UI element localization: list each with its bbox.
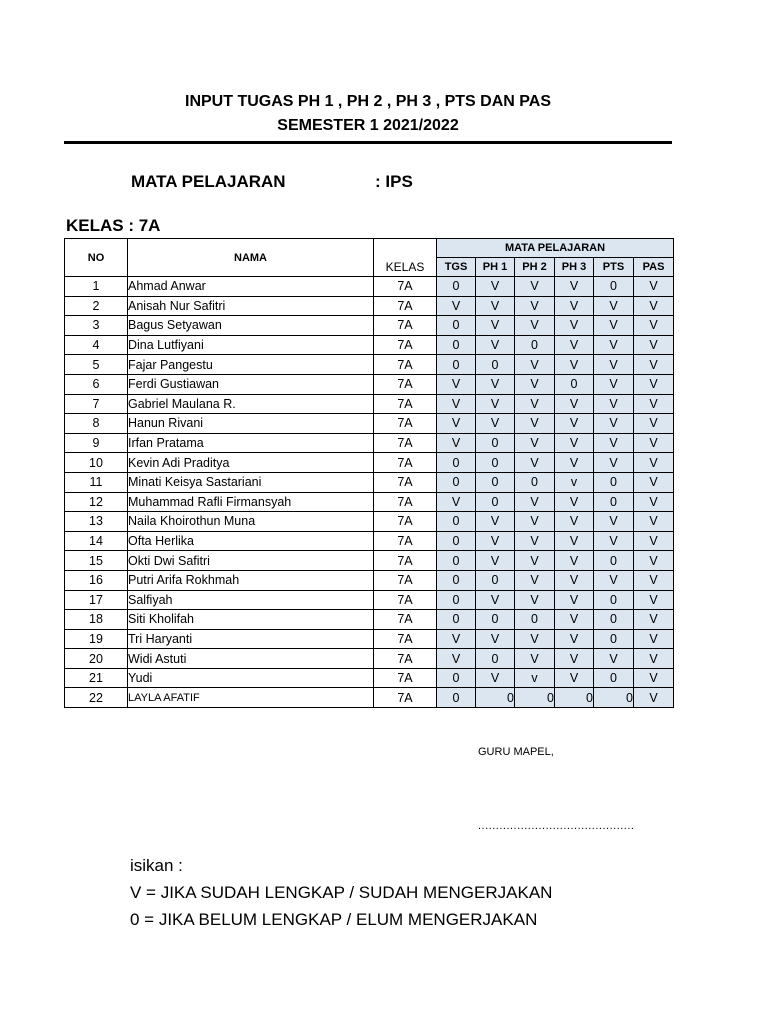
cell-pas: V	[634, 531, 674, 551]
row-number: 9	[65, 433, 128, 453]
cell-ph1: V	[476, 551, 515, 571]
col-header-no: NO	[65, 239, 128, 277]
cell-ph3: V	[555, 610, 594, 630]
cell-ph1: V	[476, 531, 515, 551]
table-row	[65, 453, 674, 473]
cell-ph1: 0	[476, 433, 515, 453]
col-header-tgs: TGS	[437, 258, 476, 277]
cell-pas: V	[634, 590, 674, 610]
student-name: Ahmad Anwar	[128, 277, 374, 297]
student-class: 7A	[374, 277, 437, 297]
cell-pas: V	[634, 551, 674, 571]
cell-ph3: V	[555, 649, 594, 669]
cell-ph1: V	[476, 316, 515, 336]
legend-title: isikan :	[130, 856, 183, 875]
cell-tgs: V	[437, 394, 476, 414]
student-class: 7A	[374, 590, 437, 610]
cell-ph3: v	[555, 472, 594, 492]
cell-tgs: V	[437, 414, 476, 434]
student-name: Salfiyah	[128, 590, 374, 610]
table-row	[65, 590, 674, 610]
table-row	[65, 531, 674, 551]
teacher-signature-label: GURU MAPEL,	[478, 746, 554, 758]
student-name: Minati Keisya Sastariani	[128, 472, 374, 492]
table-row	[65, 374, 674, 394]
cell-ph2: V	[515, 296, 555, 316]
cell-pas: V	[634, 492, 674, 512]
cell-ph2: 0	[515, 472, 555, 492]
row-number: 22	[65, 688, 128, 708]
cell-tgs: 0	[437, 453, 476, 473]
student-name: Dina Lutfiyani	[128, 335, 374, 355]
cell-tgs: 0	[437, 512, 476, 532]
cell-ph1: 0	[476, 570, 515, 590]
cell-pts: 0	[594, 277, 634, 297]
row-number: 7	[65, 394, 128, 414]
cell-pts: 0	[594, 472, 634, 492]
student-name: Irfan Pratama	[128, 433, 374, 453]
cell-ph1: 0	[476, 472, 515, 492]
student-name: Fajar Pangestu	[128, 355, 374, 375]
cell-tgs: 0	[437, 335, 476, 355]
table-row	[65, 512, 674, 532]
subject-value: : IPS	[375, 172, 413, 191]
class-label: KELAS : 7A	[66, 216, 161, 235]
table-row	[65, 335, 674, 355]
cell-ph2: V	[515, 394, 555, 414]
student-class: 7A	[374, 668, 437, 688]
row-number: 10	[65, 453, 128, 473]
col-header-kelas: KELAS	[374, 239, 437, 277]
student-name: Yudi	[128, 668, 374, 688]
cell-ph1: V	[476, 590, 515, 610]
cell-ph3: V	[555, 277, 594, 297]
table-row	[65, 649, 674, 669]
row-number: 21	[65, 668, 128, 688]
cell-pas: V	[634, 453, 674, 473]
cell-ph1: 0	[476, 649, 515, 669]
row-number: 15	[65, 551, 128, 571]
cell-pas: V	[634, 512, 674, 532]
student-class: 7A	[374, 570, 437, 590]
cell-pts: V	[594, 433, 634, 453]
grade-table	[64, 238, 674, 708]
table-row	[65, 355, 674, 375]
cell-ph1: V	[476, 277, 515, 297]
cell-pas: V	[634, 688, 674, 708]
cell-ph3: V	[555, 453, 594, 473]
table-row	[65, 688, 674, 708]
legend-0: 0 = JIKA BELUM LENGKAP / ELUM MENGERJAKAN	[130, 910, 538, 929]
cell-ph1: V	[476, 374, 515, 394]
col-header-pts: PTS	[594, 258, 634, 277]
cell-pts: V	[594, 453, 634, 473]
col-header-ph3: PH 3	[555, 258, 594, 277]
cell-ph2: V	[515, 590, 555, 610]
student-name: Okti Dwi Safitri	[128, 551, 374, 571]
cell-ph2: 0	[515, 610, 555, 630]
cell-pas: V	[634, 374, 674, 394]
col-header-ph1: PH 1	[476, 258, 515, 277]
cell-ph1: 0	[476, 492, 515, 512]
cell-tgs: 0	[437, 531, 476, 551]
cell-ph1: V	[476, 512, 515, 532]
student-name: LAYLA AFATIF	[128, 688, 374, 708]
cell-ph2: V	[515, 277, 555, 297]
cell-tgs: 0	[437, 316, 476, 336]
table-row	[65, 433, 674, 453]
cell-pas: V	[634, 649, 674, 669]
cell-ph3: V	[555, 394, 594, 414]
cell-tgs: 0	[437, 277, 476, 297]
cell-tgs: 0	[437, 590, 476, 610]
cell-pas: V	[634, 394, 674, 414]
cell-pts: 0	[594, 492, 634, 512]
cell-ph2: V	[515, 570, 555, 590]
cell-pts: V	[594, 296, 634, 316]
col-header-nama: NAMA	[128, 239, 374, 277]
cell-pts: V	[594, 531, 634, 551]
row-number: 13	[65, 512, 128, 532]
cell-ph1: 0	[476, 453, 515, 473]
cell-pts: 0	[594, 629, 634, 649]
table-row	[65, 629, 674, 649]
cell-pas: V	[634, 296, 674, 316]
cell-pas: V	[634, 668, 674, 688]
cell-ph3: V	[555, 355, 594, 375]
student-name: Kevin Adi Praditya	[128, 453, 374, 473]
cell-ph3: V	[555, 433, 594, 453]
table-row	[65, 316, 674, 336]
student-class: 7A	[374, 394, 437, 414]
cell-ph1: V	[476, 629, 515, 649]
student-class: 7A	[374, 414, 437, 434]
student-class: 7A	[374, 355, 437, 375]
cell-ph1: 0	[476, 688, 515, 708]
student-name: Tri Haryanti	[128, 629, 374, 649]
signature-line: ............................................	[478, 820, 635, 832]
cell-ph2: V	[515, 433, 555, 453]
cell-ph2: V	[515, 492, 555, 512]
table-row	[65, 492, 674, 512]
cell-ph3: V	[555, 414, 594, 434]
cell-ph3: V	[555, 296, 594, 316]
table-row	[65, 296, 674, 316]
student-class: 7A	[374, 649, 437, 669]
row-number: 14	[65, 531, 128, 551]
subject-label: MATA PELAJARAN	[131, 172, 286, 191]
student-name: Bagus Setyawan	[128, 316, 374, 336]
cell-pts: 0	[594, 688, 634, 708]
cell-ph3: V	[555, 629, 594, 649]
cell-pas: V	[634, 629, 674, 649]
cell-ph1: V	[476, 335, 515, 355]
cell-ph2: V	[515, 453, 555, 473]
cell-pts: V	[594, 374, 634, 394]
cell-tgs: 0	[437, 610, 476, 630]
cell-pts: 0	[594, 590, 634, 610]
row-number: 18	[65, 610, 128, 630]
cell-tgs: 0	[437, 472, 476, 492]
cell-ph2: V	[515, 374, 555, 394]
cell-pas: V	[634, 472, 674, 492]
cell-ph2: 0	[515, 335, 555, 355]
cell-pts: V	[594, 394, 634, 414]
cell-ph2: V	[515, 512, 555, 532]
cell-ph3: V	[555, 531, 594, 551]
student-class: 7A	[374, 531, 437, 551]
student-name: Widi Astuti	[128, 649, 374, 669]
student-name: Muhammad Rafli Firmansyah	[128, 492, 374, 512]
cell-ph2: V	[515, 649, 555, 669]
cell-pts: V	[594, 335, 634, 355]
cell-tgs: 0	[437, 570, 476, 590]
col-header-pas: PAS	[634, 258, 674, 277]
cell-pts: V	[594, 512, 634, 532]
cell-pas: V	[634, 316, 674, 336]
document-subtitle: SEMESTER 1 2021/2022	[277, 117, 459, 134]
row-number: 12	[65, 492, 128, 512]
cell-ph2: v	[515, 668, 555, 688]
student-name: Ofta Herlika	[128, 531, 374, 551]
cell-ph1: V	[476, 296, 515, 316]
table-row	[65, 610, 674, 630]
cell-ph2: V	[515, 629, 555, 649]
cell-pts: 0	[594, 551, 634, 571]
cell-ph1: V	[476, 414, 515, 434]
cell-pts: V	[594, 355, 634, 375]
cell-ph3: V	[555, 668, 594, 688]
cell-tgs: 0	[437, 355, 476, 375]
title-divider	[64, 141, 672, 144]
document-title: INPUT TUGAS PH 1 , PH 2 , PH 3 , PTS DAN PAS	[185, 93, 551, 110]
student-class: 7A	[374, 629, 437, 649]
cell-ph2: V	[515, 316, 555, 336]
cell-ph2: V	[515, 551, 555, 571]
cell-ph3: V	[555, 316, 594, 336]
cell-pts: V	[594, 649, 634, 669]
table-row	[65, 551, 674, 571]
cell-ph3: V	[555, 570, 594, 590]
cell-pts: 0	[594, 610, 634, 630]
student-class: 7A	[374, 335, 437, 355]
cell-ph2: 0	[515, 688, 555, 708]
row-number: 4	[65, 335, 128, 355]
cell-ph1: V	[476, 394, 515, 414]
cell-pas: V	[634, 414, 674, 434]
row-number: 16	[65, 570, 128, 590]
cell-ph3: V	[555, 492, 594, 512]
student-class: 7A	[374, 512, 437, 532]
cell-ph1: V	[476, 668, 515, 688]
cell-ph3: V	[555, 590, 594, 610]
cell-ph1: 0	[476, 610, 515, 630]
row-number: 11	[65, 472, 128, 492]
table-row	[65, 472, 674, 492]
cell-ph3: 0	[555, 688, 594, 708]
cell-pts: V	[594, 414, 634, 434]
cell-ph3: V	[555, 335, 594, 355]
student-class: 7A	[374, 492, 437, 512]
row-number: 1	[65, 277, 128, 297]
col-group-mata-pelajaran: MATA PELAJARAN	[437, 239, 674, 258]
cell-ph3: 0	[555, 374, 594, 394]
row-number: 6	[65, 374, 128, 394]
cell-tgs: 0	[437, 688, 476, 708]
cell-ph3: V	[555, 551, 594, 571]
student-class: 7A	[374, 433, 437, 453]
cell-pts: V	[594, 316, 634, 336]
cell-tgs: V	[437, 649, 476, 669]
student-name: Hanun Rivani	[128, 414, 374, 434]
row-number: 8	[65, 414, 128, 434]
cell-pas: V	[634, 610, 674, 630]
cell-tgs: V	[437, 629, 476, 649]
cell-pas: V	[634, 433, 674, 453]
student-name: Anisah Nur Safitri	[128, 296, 374, 316]
row-number: 2	[65, 296, 128, 316]
cell-tgs: 0	[437, 551, 476, 571]
student-class: 7A	[374, 296, 437, 316]
student-class: 7A	[374, 688, 437, 708]
student-name: Siti Kholifah	[128, 610, 374, 630]
cell-tgs: V	[437, 296, 476, 316]
row-number: 5	[65, 355, 128, 375]
student-class: 7A	[374, 453, 437, 473]
cell-tgs: V	[437, 374, 476, 394]
student-class: 7A	[374, 610, 437, 630]
cell-ph2: V	[515, 531, 555, 551]
student-name: Naila Khoirothun Muna	[128, 512, 374, 532]
cell-ph1: 0	[476, 355, 515, 375]
cell-pas: V	[634, 335, 674, 355]
cell-pas: V	[634, 277, 674, 297]
col-header-ph2: PH 2	[515, 258, 555, 277]
cell-tgs: 0	[437, 668, 476, 688]
student-name: Ferdi Gustiawan	[128, 374, 374, 394]
cell-pts: 0	[594, 668, 634, 688]
student-name: Putri Arifa Rokhmah	[128, 570, 374, 590]
row-number: 3	[65, 316, 128, 336]
table-row	[65, 668, 674, 688]
table-row	[65, 394, 674, 414]
cell-tgs: V	[437, 433, 476, 453]
cell-pas: V	[634, 570, 674, 590]
student-class: 7A	[374, 374, 437, 394]
student-class: 7A	[374, 472, 437, 492]
cell-pts: V	[594, 570, 634, 590]
cell-ph2: V	[515, 355, 555, 375]
student-class: 7A	[374, 316, 437, 336]
cell-ph3: V	[555, 512, 594, 532]
student-class: 7A	[374, 551, 437, 571]
cell-pas: V	[634, 355, 674, 375]
cell-tgs: V	[437, 492, 476, 512]
row-number: 17	[65, 590, 128, 610]
student-name: Gabriel Maulana R.	[128, 394, 374, 414]
table-row	[65, 414, 674, 434]
row-number: 19	[65, 629, 128, 649]
legend-v: V = JIKA SUDAH LENGKAP / SUDAH MENGERJAKAN	[130, 883, 553, 902]
cell-ph2: V	[515, 414, 555, 434]
row-number: 20	[65, 649, 128, 669]
table-row	[65, 570, 674, 590]
table-row	[65, 277, 674, 297]
